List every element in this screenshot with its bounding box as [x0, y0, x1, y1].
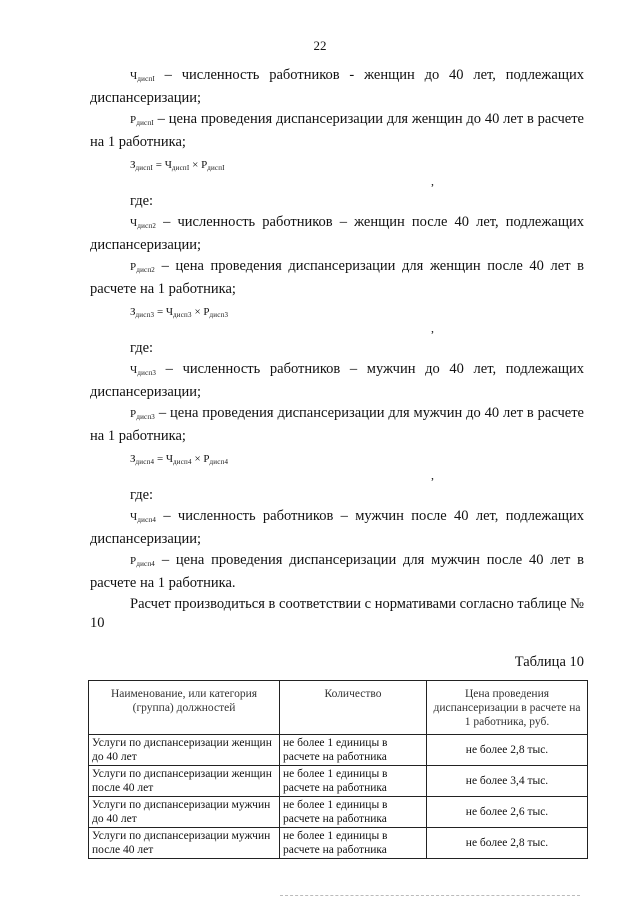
formula-lhs: З: [130, 159, 136, 171]
variable-definition: [90, 213, 584, 255]
where-label: где:: [130, 487, 154, 503]
variable-subscript: дисп4: [136, 560, 155, 568]
variable-definition: [90, 551, 584, 593]
formula-equals-count: = Ч: [154, 306, 174, 318]
formula-lhs: З: [130, 453, 136, 465]
note-paragraph: Расчет производиться в соответствии с нормативами согласно таблице № 10: [90, 596, 584, 631]
norms-table: [88, 680, 588, 859]
header-category: Наименование, или категория (группа) должностей: [89, 681, 280, 735]
definition-text: – численность работников – мужчин до 40 лет, подлежащих диспансеризации;: [90, 361, 584, 400]
formula-count-subscript: диспI: [171, 164, 190, 172]
definition-text: – численность работников - женщин до 40 лет, подлежащих диспансеризации;: [90, 67, 584, 106]
variable-definition: [90, 257, 584, 299]
variable-subscript: дисп4: [137, 516, 157, 524]
formula-equals-count: = Ч: [154, 453, 174, 465]
formula-times-price: × Р: [189, 159, 208, 171]
where-label: где:: [130, 340, 154, 356]
formula-times-price: × Р: [191, 453, 210, 465]
variable-definition: [90, 66, 584, 108]
formula-price-subscript: дисп4: [209, 458, 229, 466]
definition-text: – цена проведения диспансеризации для мужчин после 40 лет в расчете на 1 работника.: [90, 552, 584, 591]
cell-category: Услуги по диспансеризации женщин до 40 лет: [89, 735, 280, 766]
variable-definition: [90, 404, 584, 446]
formula-comma: ,: [431, 321, 434, 335]
formula-comma: ,: [431, 174, 434, 188]
formula-equals-count: = Ч: [153, 159, 172, 171]
formula-comma: ,: [431, 468, 434, 482]
cell-quantity: не более 1 единицы в расчете на работника: [280, 828, 427, 859]
formula-count-subscript: дисп4: [173, 458, 192, 466]
variable-symbol: Ч: [130, 217, 138, 229]
document-body: [90, 64, 584, 859]
cell-category: Услуги по диспансеризации мужчин после 40 лет: [89, 828, 280, 859]
variable-subscript: дисп2: [136, 266, 155, 274]
cell-price: не более 2,8 тыс.: [427, 828, 588, 859]
variable-subscript: диспI: [137, 75, 155, 83]
variable-subscript: диспI: [136, 119, 154, 127]
cell-price: не более 2,6 тыс.: [427, 797, 588, 828]
header-quantity: Количество: [280, 681, 427, 735]
cost-formula: [90, 303, 584, 335]
cell-category: Услуги по диспансеризации мужчин до 40 лет: [89, 797, 280, 828]
definition-text: – цена проведения диспансеризации для женщин до 40 лет в расчете на 1 работника;: [90, 111, 584, 150]
formula-price-subscript: диспI: [207, 164, 225, 172]
definition-text: – цена проведения диспансеризации для женщин после 40 лет в расчете на 1 работника;: [90, 258, 584, 297]
definition-text: – численность работников – мужчин после 40 лет, подлежащих диспансеризации;: [90, 508, 584, 547]
formula-lhs-subscript: диспI: [135, 164, 154, 172]
cell-quantity: не более 1 единицы в расчете на работника: [280, 797, 427, 828]
table-row: [89, 828, 588, 859]
table-row: [89, 797, 588, 828]
cell-price: не более 3,4 тыс.: [427, 766, 588, 797]
table-row: [89, 766, 588, 797]
header-price: Цена проведения диспансеризации в расчете на 1 работника, руб.: [427, 681, 588, 735]
variable-definition: [90, 110, 584, 152]
table-caption: Таблица 10: [514, 654, 584, 670]
table-header-row: [89, 681, 588, 735]
variable-symbol: Р: [130, 408, 137, 420]
formula-lhs-subscript: дисп4: [135, 458, 155, 466]
formula-definitions: [90, 66, 584, 593]
cell-price: не более 2,8 тыс.: [427, 735, 588, 766]
variable-subscript: дисп3: [136, 413, 155, 421]
scan-artifact-line: [280, 895, 580, 896]
variable-definition: [90, 360, 584, 402]
cell-category: Услуги по диспансеризации женщин после 40 лет: [89, 766, 280, 797]
definition-text: – численность работников – женщин после 40 лет, подлежащих диспансеризации;: [90, 214, 584, 253]
variable-symbol: Ч: [130, 511, 138, 523]
variable-symbol: Ч: [130, 70, 138, 82]
cost-formula: [90, 450, 584, 482]
variable-symbol: Р: [130, 555, 137, 567]
variable-subscript: дисп3: [137, 369, 157, 377]
formula-times-price: × Р: [191, 306, 210, 318]
cell-quantity: не более 1 единицы в расчете на работника: [280, 766, 427, 797]
table-row: [89, 735, 588, 766]
formula-price-subscript: дисп3: [209, 311, 229, 319]
variable-subscript: дисп2: [137, 222, 157, 230]
variable-symbol: Ч: [130, 364, 138, 376]
formula-lhs-subscript: дисп3: [135, 311, 155, 319]
formula-lhs: З: [130, 306, 136, 318]
variable-symbol: Р: [130, 114, 137, 126]
cost-formula: [90, 156, 584, 188]
definition-text: – цена проведения диспансеризации для мужчин до 40 лет в расчете на 1 работника;: [90, 405, 584, 444]
variable-symbol: Р: [130, 261, 137, 273]
where-label: где:: [130, 193, 154, 209]
cell-quantity: не более 1 единицы в расчете на работника: [280, 735, 427, 766]
page-number: 22: [313, 38, 327, 53]
variable-definition: [90, 507, 584, 549]
formula-count-subscript: дисп3: [173, 311, 192, 319]
